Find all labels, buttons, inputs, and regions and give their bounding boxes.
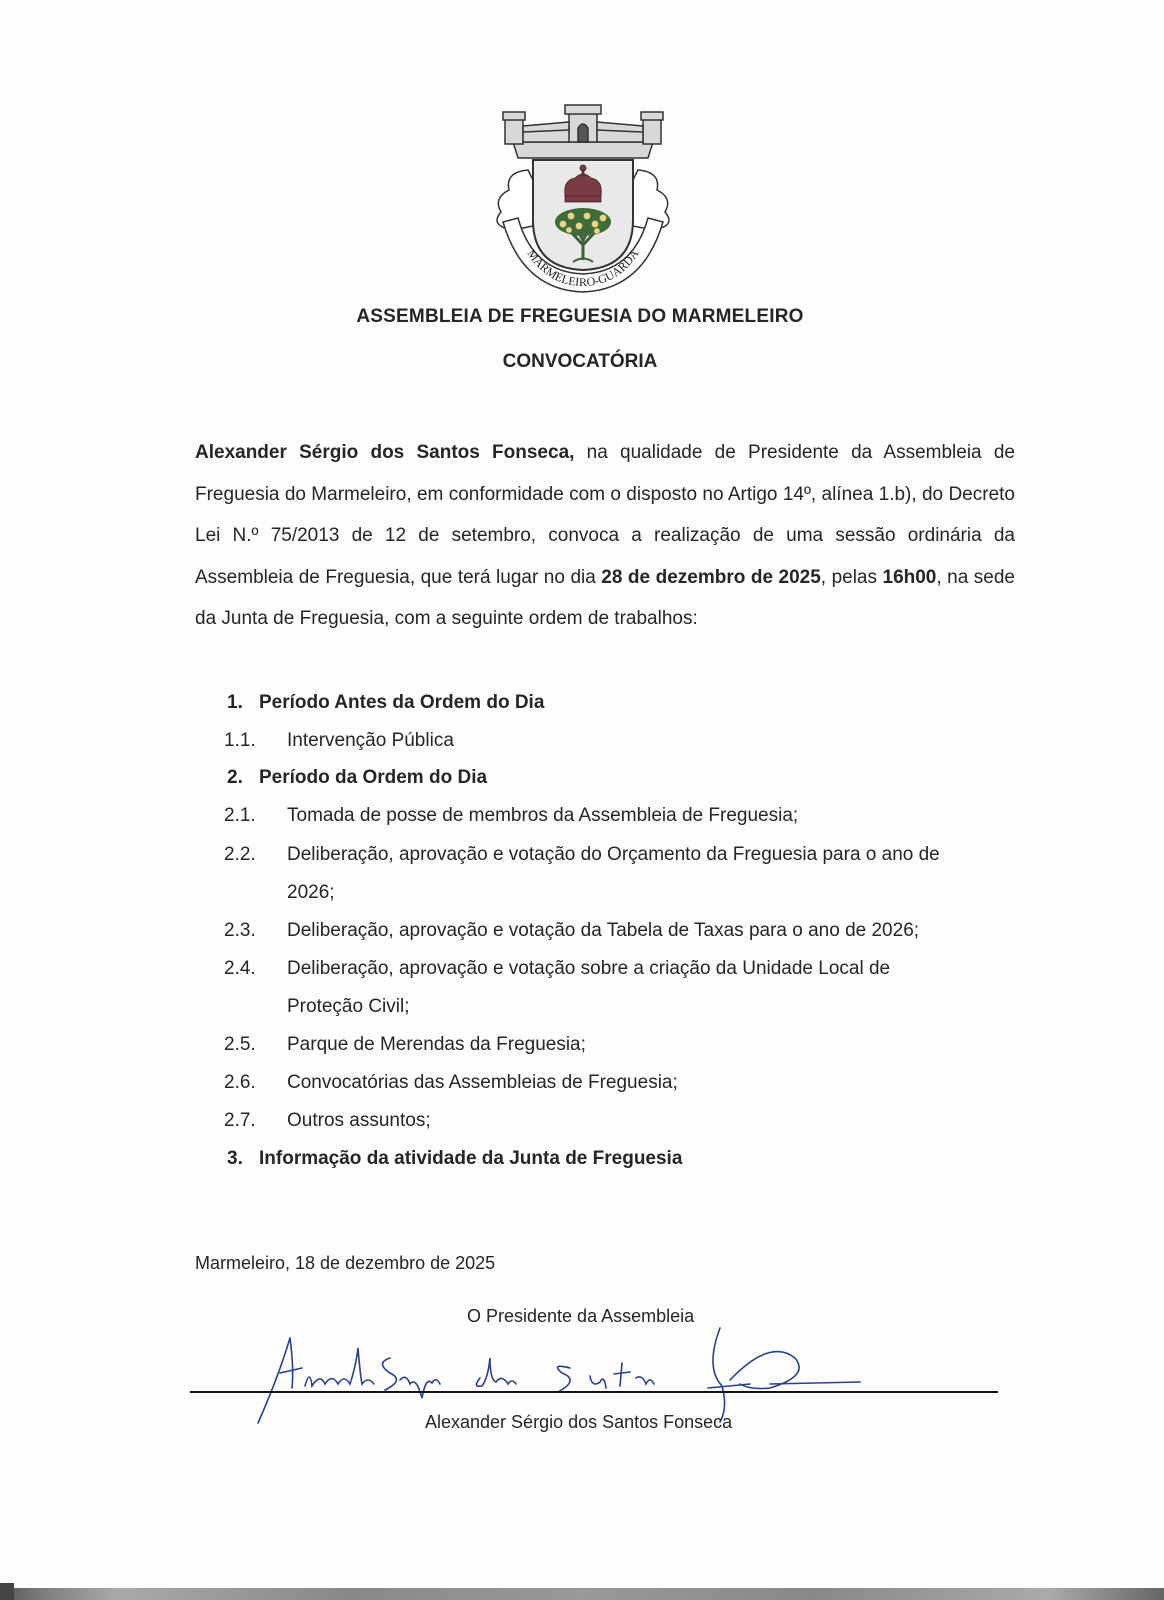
convocation-paragraph bbox=[195, 432, 1015, 640]
agenda-text: Informação da atividade da Junta de Freguesia bbox=[259, 1148, 683, 1169]
agenda-number: 2.1. bbox=[224, 805, 256, 826]
agenda-item bbox=[224, 805, 798, 827]
agenda-item bbox=[227, 767, 487, 789]
agenda-item bbox=[224, 1034, 586, 1056]
agenda-text: Deliberação, aprovação e votação do Orçamento da Freguesia para o ano de bbox=[287, 844, 940, 865]
agenda-number: 2.4. bbox=[224, 958, 256, 979]
document-type-title: CONVOCATÓRIA bbox=[502, 351, 658, 372]
agenda-number: 2. bbox=[227, 767, 243, 788]
signature-text: Alexander Sérgio dos Santos Fonseca bbox=[250, 1318, 268, 1319]
agenda-text: Outros assuntos; bbox=[287, 1110, 431, 1131]
agenda-item bbox=[224, 730, 454, 752]
agenda-text: Convocatórias das Assembleias de Freguesia; bbox=[287, 1072, 678, 1093]
agenda-text: Período da Ordem do Dia bbox=[259, 767, 488, 788]
president-title: O Presidente da Assembleia bbox=[467, 1306, 695, 1326]
agenda-number: 1. bbox=[227, 692, 243, 713]
scan-edge bbox=[0, 1588, 1164, 1600]
agenda-text: Deliberação, aprovação e votação sobre a criação da Unidade Local de bbox=[287, 958, 891, 979]
crest-motto: MARMELEIRO-GUARDA bbox=[524, 246, 642, 290]
agenda-item bbox=[224, 920, 919, 942]
agenda-number: 3. bbox=[227, 1148, 243, 1169]
agenda-item bbox=[224, 844, 940, 866]
agenda-number: 1.1. bbox=[224, 730, 256, 751]
agenda-text: Parque de Merendas da Freguesia; bbox=[287, 1034, 586, 1055]
body-text-1: na qualidade de Presidente da Assembleia de Freguesia do Marmeleiro, em conformidade com o disposto no Artigo 14º, alínea 1.b), do Decreto Lei N.º 75/2013 de 12 de setembro, convoca a realização de uma sessão ordinária da Assembleia de Freguesia, que terá lugar no dia bbox=[195, 442, 1015, 588]
agenda-text: Intervenção Pública bbox=[287, 730, 454, 751]
agenda-item bbox=[224, 1110, 431, 1132]
agenda-text: Período Antes da Ordem do Dia bbox=[259, 692, 545, 713]
agenda-item bbox=[227, 1148, 682, 1170]
agenda-number: 2.5. bbox=[224, 1034, 256, 1055]
mural-crown bbox=[503, 105, 663, 158]
agenda-item bbox=[224, 1072, 678, 1094]
signature-line bbox=[190, 1391, 998, 1393]
agenda-number: 2.7. bbox=[224, 1110, 256, 1131]
agenda-number: 2.3. bbox=[224, 920, 256, 941]
agenda-item bbox=[227, 692, 544, 714]
session-date: 28 de dezembro de 2025 bbox=[601, 566, 821, 588]
body-text-2: , pelas bbox=[820, 566, 883, 588]
coat-of-arms-logo bbox=[483, 100, 683, 300]
agenda-number: 2.2. bbox=[224, 844, 256, 865]
signer-name: Alexander Sérgio dos Santos Fonseca bbox=[425, 1412, 733, 1432]
agenda-continuation: Proteção Civil; bbox=[287, 996, 410, 1017]
agenda-text: Deliberação, aprovação e votação da Tabela de Taxas para o ano de 2026; bbox=[287, 920, 920, 941]
session-time: 16h00 bbox=[882, 566, 937, 588]
assembly-title: ASSEMBLEIA DE FREGUESIA DO MARMELEIRO bbox=[356, 306, 804, 327]
place-and-date: Marmeleiro, 18 de dezembro de 2025 bbox=[195, 1253, 496, 1273]
body-text-3: , na sede da Junta de Freguesia, com a seguinte ordem de trabalhos: bbox=[195, 566, 1015, 630]
agenda-text: Tomada de posse de membros da Assembleia de Freguesia; bbox=[287, 805, 799, 826]
agenda-continuation: 2026; bbox=[287, 882, 335, 903]
agenda-number: 2.6. bbox=[224, 1072, 256, 1093]
president-name: Alexander Sérgio dos Santos Fonseca, bbox=[195, 442, 575, 463]
agenda-item bbox=[224, 958, 890, 980]
scan-corner bbox=[0, 1583, 14, 1600]
